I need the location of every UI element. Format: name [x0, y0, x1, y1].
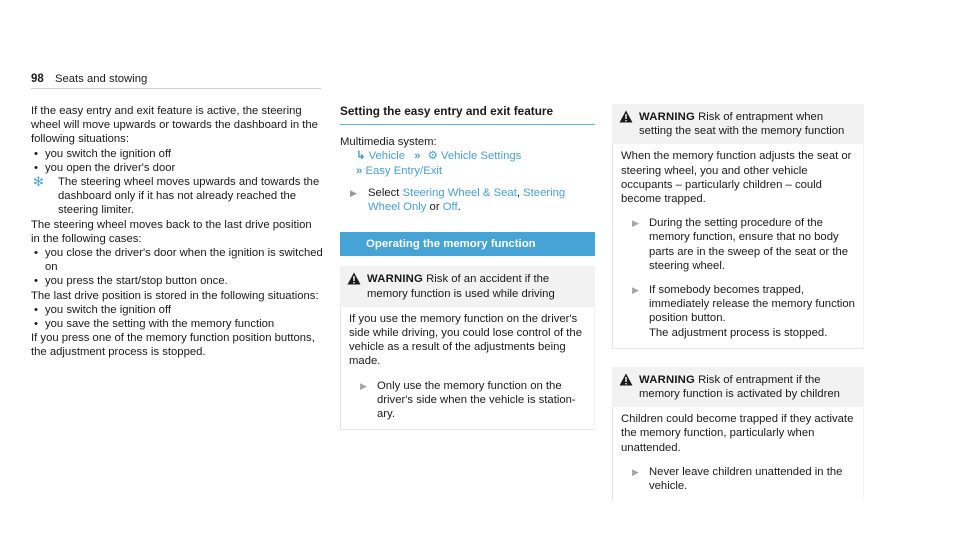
info-icon: ✻	[33, 174, 44, 190]
memory-section-title: Operating the memory function	[340, 232, 595, 256]
warning-step-text: Never leave children unattended in the vehicle.	[649, 465, 843, 493]
warning-text: If you use the memory function on the driver's side while driving, you could lose control of the vehicle as a result of the adjustments being made.	[349, 312, 582, 368]
step-triangle-icon: ▶	[632, 285, 639, 296]
warning-body	[612, 407, 864, 501]
warning-heading: Risk of an accident if the memory function is used while driving	[367, 273, 555, 300]
warning-label: WARNING	[639, 373, 695, 386]
warning-step-text: During the setting procedure of the memory function, ensure that no body parts are in the sweep of the seat or the steering wheel.	[649, 217, 849, 272]
warning-triangle-icon	[347, 272, 361, 285]
middle-column	[340, 104, 595, 430]
step-triangle-icon: ▶	[632, 218, 639, 229]
page-header	[31, 72, 331, 86]
step-triangle-icon: ▶	[350, 187, 357, 198]
option-off[interactable]: Off	[442, 201, 458, 214]
step-triangle-icon: ▶	[632, 466, 639, 477]
warning-step-text: Only use the memory function on the driver's side when the vehicle is station-ary.	[377, 379, 576, 421]
warning-heading: Risk of entrapment when setting the seat with the memory function	[639, 111, 845, 138]
right-column	[612, 104, 864, 501]
car-settings-icon: ⚙	[427, 150, 438, 163]
warning-step-text: If somebody becomes trapped, immediately release the memory function position button.	[649, 284, 855, 325]
option-steering-wheel-seat[interactable]: Steering Wheel & Seat	[402, 186, 517, 199]
warning-label: WARNING	[367, 273, 423, 286]
warning-step	[621, 283, 855, 340]
nav-path-row-2	[340, 164, 595, 178]
setting-section-title: Setting the easy entry and exit feature	[340, 104, 595, 125]
header-rule	[31, 88, 321, 89]
list-item: • you switch the ignition off	[31, 147, 323, 161]
back-intro-text: The steering wheel moves back to the last drive position in the following cases:	[31, 218, 312, 245]
step-triangle-icon: ▶	[360, 380, 367, 391]
warning-step-result: The adjustment process is stopped.	[649, 326, 828, 339]
warning-triangle-icon	[619, 110, 633, 123]
note-text: The steering wheel moves upwards and towards the dashboard only if it has not already reached the steering limiter.	[58, 176, 320, 217]
warning-header	[340, 266, 595, 306]
list-item: • you switch the ignition off	[31, 303, 323, 317]
nav-path-row-1	[340, 149, 595, 163]
or-word: or	[429, 201, 440, 214]
warning-triangle-icon	[619, 373, 633, 386]
double-chevron-icon: »	[356, 164, 363, 177]
return-arrow-icon: ↳	[356, 150, 366, 163]
list-item: • you save the setting with the memory function	[31, 317, 323, 331]
stored-intro-text: The last drive position is stored in the following situations:	[31, 289, 319, 302]
warning-text: Children could become trapped if they activate the memory function, particularly when unattended.	[621, 413, 854, 454]
left-column	[31, 104, 323, 360]
warning-box	[612, 104, 864, 349]
list-item: • you open the driver's door	[31, 161, 323, 175]
select-step: ▶ Select Steering Wheel & Seat, Steering Wheel Only or Off.	[350, 186, 566, 214]
nav-vehicle[interactable]: Vehicle	[368, 150, 406, 163]
warning-body	[340, 307, 595, 430]
double-chevron-icon: »	[414, 150, 421, 163]
multimedia-label: Multimedia system:	[340, 136, 437, 149]
intro-text: If the easy entry and exit feature is active, the steering wheel will move upwards or towards the dashboard in the following situations:	[31, 105, 318, 146]
warning-step	[621, 216, 855, 273]
warning-step	[349, 379, 586, 422]
warning-step	[621, 465, 855, 493]
warning-header	[612, 104, 864, 144]
end-text: If you press one of the memory function position buttons, the adjustment process is stopped.	[31, 332, 315, 359]
select-word: Select	[368, 186, 400, 199]
warning-header	[612, 367, 864, 407]
list-item: • you close the driver's door when the ignition is switched on	[31, 246, 323, 274]
nav-easy-entry[interactable]: Easy Entry/Exit	[365, 164, 443, 177]
warning-box	[340, 266, 595, 430]
warning-label: WARNING	[639, 111, 695, 123]
list-item: • you press the start/stop button once.	[31, 274, 323, 288]
page-number: 98	[31, 73, 44, 85]
section-title: Seats and stowing	[54, 73, 148, 85]
warning-body	[612, 144, 864, 348]
warning-box	[612, 367, 864, 501]
option-steering-wheel-only[interactable]: Steering Wheel Only	[368, 186, 566, 214]
note-block	[31, 175, 323, 218]
warning-text: When the memory function adjusts the seat or steering wheel, you and other vehicle occupants – particularly children – could become trapped.	[621, 150, 852, 206]
nav-vehicle-settings[interactable]: Vehicle Settings	[440, 150, 522, 163]
warning-heading: Risk of entrapment if the memory function is activated by children	[639, 373, 840, 401]
